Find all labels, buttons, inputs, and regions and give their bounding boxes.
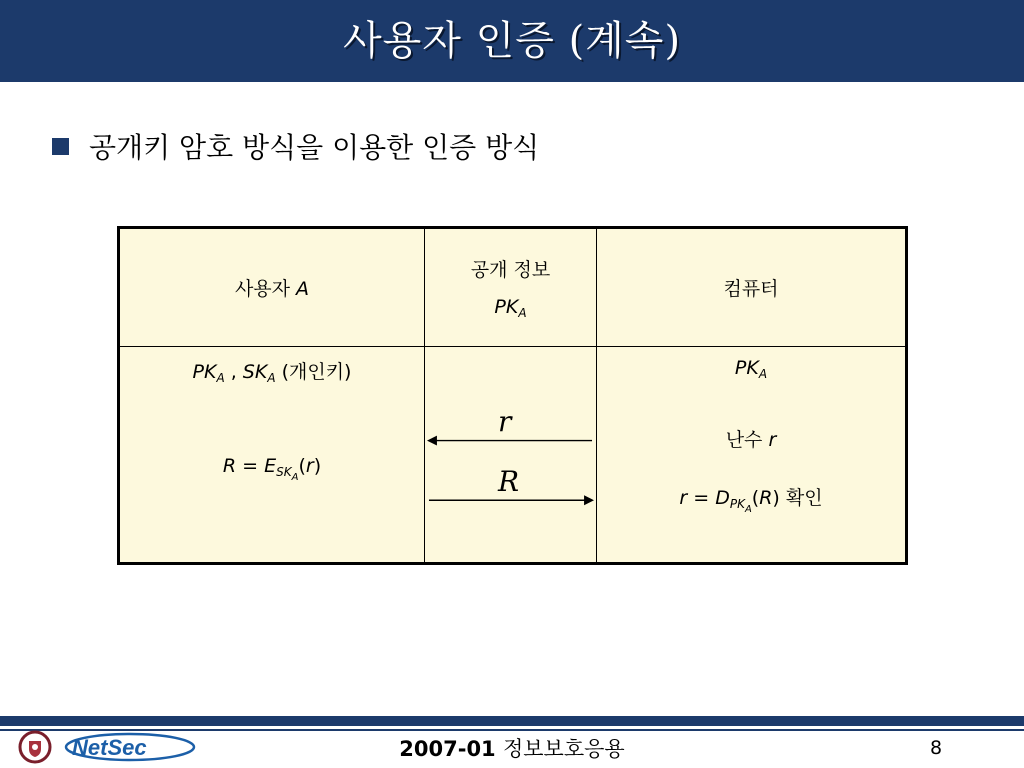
message-r: r: [498, 405, 512, 438]
user-var: A: [296, 278, 310, 300]
arrowhead-left-icon: [427, 436, 437, 446]
slide-title: 사용자 인증 (계속): [342, 18, 682, 64]
header-public-info: [425, 228, 597, 347]
channel-cell: [425, 347, 597, 564]
bullet-item: [52, 126, 539, 166]
public-key-pka: $PK_A$: [494, 296, 527, 320]
header-user: [119, 228, 425, 347]
message-arrows: [425, 347, 596, 562]
random-number: 난수 r: [725, 429, 777, 451]
bullet-text: 공개키 암호 방식을 이용한 인증 방식: [89, 131, 540, 164]
square-bullet-icon: [52, 138, 69, 155]
public-info-label: 공개 정보: [470, 259, 551, 281]
user-cell: [119, 347, 425, 564]
computer-public-key: $PK_A$: [734, 357, 768, 381]
private-key-note: (개인키): [281, 361, 352, 383]
netsec-logo-text: NetSec: [72, 735, 147, 760]
message-R: R: [498, 465, 520, 498]
user-response-formula: $R = E_{SK_A}(r)$: [222, 455, 322, 483]
auth-table: [117, 226, 908, 565]
arrowhead-right-icon: [584, 495, 594, 505]
user-keys: $PK_A$ , $SK_A$ (개인키): [192, 361, 352, 385]
verify-formula: $r = D_{PK_A}(R)$ 확인: [679, 487, 823, 515]
header-computer: 컴퓨터: [597, 228, 907, 347]
footer-course: 2007-01 정보보호응용: [399, 737, 625, 761]
footer-bar: [0, 716, 1024, 726]
user-label: 사용자: [234, 278, 290, 300]
page-number: 8: [930, 737, 943, 759]
computer-cell: [597, 347, 907, 564]
